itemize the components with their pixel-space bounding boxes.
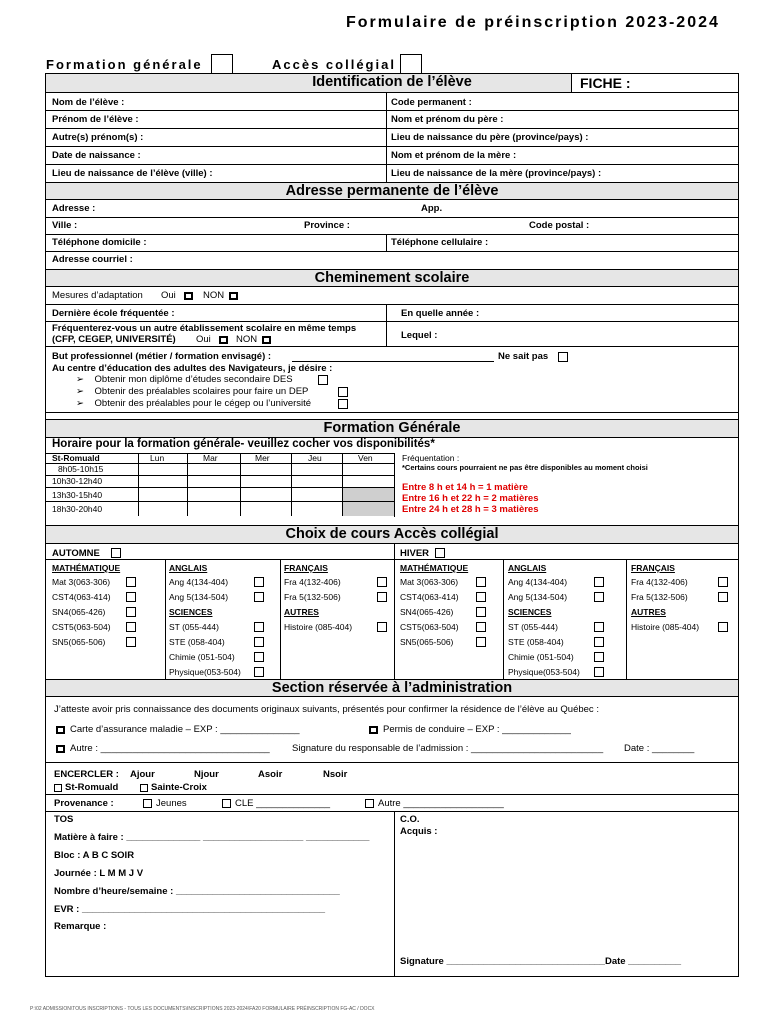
hiver-francais-header: FRANÇAIS	[631, 563, 675, 573]
admin-header	[46, 679, 738, 697]
day-jeu: Jeu	[308, 453, 322, 463]
frequenter-oui-checkbox[interactable]	[219, 336, 228, 344]
choix-cegep-label: Obtenir des préalables pour le cégep ou l’université	[94, 398, 312, 409]
hiver-anglais-checkbox[interactable]	[594, 592, 604, 602]
permis-checkbox[interactable]	[369, 726, 378, 734]
choix-des-label: Obtenir mon diplôme d’études secondaire DES	[94, 374, 293, 385]
annee-field[interactable]: En quelle année :	[401, 308, 480, 319]
hiver-sciences-header: SCIENCES	[508, 607, 552, 617]
preinscription-form	[45, 73, 739, 977]
nombre-heures-field[interactable]: Nombre d’heure/semaine : _______________________________	[54, 886, 340, 897]
acquis-field[interactable]: Acquis :	[400, 826, 438, 837]
mesures-adaptation-label: Mesures d’adaptation	[52, 290, 143, 301]
adresse-header	[46, 182, 738, 200]
hiver-math-item: CST4(063-414)	[400, 592, 459, 602]
automne-label: AUTOMNE	[52, 548, 100, 559]
day-ven: Ven	[358, 453, 373, 463]
option-formation-generale[interactable]	[46, 54, 233, 74]
frequenter-question: Fréquenterez-vous un autre établissement scolaire en même temps	[52, 323, 357, 334]
hiver-autres-item: Histoire (085-404)	[631, 622, 700, 632]
hiver-francais-checkbox[interactable]	[718, 592, 728, 602]
automne-autres-header: AUTRES	[284, 607, 319, 617]
adresse-field[interactable]: Adresse :	[52, 203, 96, 214]
automne-anglais-item: Ang 4(134-404)	[169, 577, 229, 587]
lieu-naissance-field[interactable]: Lieu de naissance de l’élève (ville) :	[52, 168, 213, 179]
acces-collegial-checkbox[interactable]	[400, 54, 422, 74]
cours-header-text: Choix de cours Accès collégial	[285, 526, 499, 542]
hiver-anglais-item: Ang 5(134-504)	[508, 592, 568, 602]
hiver-sciences-item: Chimie (051-504)	[508, 652, 574, 662]
schedule-unavailable-cell	[342, 487, 394, 501]
ne-sait-pas-checkbox[interactable]	[558, 352, 568, 362]
automne-anglais-item: Ang 5(134-504)	[169, 592, 229, 602]
frequentation-note: *Certains cours pourraient ne pas être disponibles au moment choisi	[402, 463, 648, 472]
cours-header	[46, 525, 738, 544]
automne-math-item: Mat 3(063-306)	[52, 577, 111, 587]
file-path-footer: P:\02 ADMISSION\TOUS INSCRIPTIONS - TOUS LES DOCUMENTS\INSCRIPTIONS 2023-2024\FA20 FORMULAIRE PRÉINSCRIPTION FG-AC / DOCX	[30, 1006, 375, 1012]
derniere-ecole-field[interactable]: Dernière école fréquentée :	[52, 308, 175, 319]
encercler-label: ENCERCLER :	[54, 769, 119, 780]
provenance-label: Provenance :	[54, 798, 114, 809]
hiver-anglais-checkbox[interactable]	[594, 577, 604, 587]
nom-pere-field[interactable]: Nom et prénom du père :	[391, 114, 504, 125]
formation-generale-label: Formation générale	[46, 56, 203, 72]
automne-math-item: SN4(065-426)	[52, 607, 106, 617]
automne-sciences-item: Chimie (051-504)	[169, 652, 235, 662]
automne-sciences-checkbox[interactable]	[254, 637, 264, 647]
atteste-text: J’atteste avoir pris connaissance des documents originaux suivants, présentés pour confirmer la résidence de l’élève au Québec :	[54, 704, 599, 715]
evr-field[interactable]: EVR : ______________________________________________	[54, 904, 326, 915]
hiver-sciences-checkbox[interactable]	[594, 667, 604, 677]
automne-math-checkbox[interactable]	[126, 592, 136, 602]
automne-autres-item: Histoire (085-404)	[284, 622, 353, 632]
hiver-sciences-item: STE (058-404)	[508, 637, 564, 647]
hiver-label: HIVER	[400, 548, 430, 559]
fiche-field[interactable]	[571, 74, 738, 92]
frequenter-non-checkbox[interactable]	[262, 336, 271, 344]
mesures-oui-label: Oui	[161, 290, 176, 301]
schedule-unavailable-cell	[342, 501, 394, 516]
day-lun: Lun	[150, 453, 165, 463]
time-slot: 18h30-20h40	[52, 504, 103, 514]
formation-header-text: Formation Générale	[323, 420, 461, 436]
hiver-francais-item: Fra 5(132-506)	[631, 592, 688, 602]
code-permanent-field[interactable]: Code permanent :	[391, 97, 472, 108]
choix-dep: ➢ Obtenir des préalables scolaires pour faire un DEP	[76, 386, 309, 397]
day-mer: Mer	[255, 453, 270, 463]
choix-cegep: ➢ Obtenir des préalables pour le cégep ou l’université	[76, 398, 312, 409]
automne-math-item: CST5(063-504)	[52, 622, 111, 632]
tos-label: TOS	[54, 814, 74, 825]
hiver-math-checkbox[interactable]	[476, 607, 486, 617]
hiver-francais-checkbox[interactable]	[718, 577, 728, 587]
hiver-sciences-checkbox[interactable]	[594, 652, 604, 662]
lequel-field[interactable]: Lequel :	[401, 330, 438, 341]
page-title: Formulaire de préinscription 2023-2024	[346, 14, 720, 31]
hiver-sciences-item: Physique(053-504)	[508, 667, 580, 677]
hiver-autres-header: AUTRES	[631, 607, 666, 617]
province-field[interactable]: Province :	[304, 220, 350, 231]
hiver-francais-item: Fra 4(132-406)	[631, 577, 688, 587]
choix-cegep-checkbox[interactable]	[338, 399, 348, 409]
automne-anglais-checkbox[interactable]	[254, 577, 264, 587]
hiver-checkbox[interactable]	[435, 548, 445, 558]
app-field[interactable]: App.	[421, 203, 443, 214]
hiver-math-item: Mat 3(063-306)	[400, 577, 459, 587]
automne-sciences-item: Physique(053-504)	[169, 667, 241, 677]
jeunes-label: Jeunes	[156, 798, 187, 809]
frequenter-non-label: NON	[236, 334, 258, 345]
time-slot: 10h30-12h40	[52, 476, 103, 486]
automne-sciences-checkbox[interactable]	[254, 667, 264, 677]
co-label: C.O.	[400, 814, 420, 825]
frequenter-types: (CFP, CEGEP, UNIVERSITÉ)	[52, 334, 176, 345]
njour-option[interactable]: Njour	[194, 769, 219, 780]
hiver-math-checkbox[interactable]	[476, 622, 486, 632]
rule-1: Entre 8 h et 14 h = 1 matière	[402, 482, 528, 493]
cheminement-header	[46, 269, 738, 287]
automne-anglais-checkbox[interactable]	[254, 592, 264, 602]
automne-francais-header: FRANÇAIS	[284, 563, 328, 573]
mesures-oui-checkbox[interactable]	[184, 292, 193, 300]
hiver-sciences-checkbox[interactable]	[594, 622, 604, 632]
automne-francais-checkbox[interactable]	[377, 592, 387, 602]
automne-anglais-header: ANGLAIS	[169, 563, 208, 573]
nom-eleve-field[interactable]: Nom de l’élève :	[52, 97, 125, 108]
hiver-math-checkbox[interactable]	[476, 637, 486, 647]
but-professionnel-line[interactable]	[292, 361, 494, 362]
autre-provenance-field[interactable]: Autre ___________________	[378, 798, 504, 809]
hiver-math-checkbox[interactable]	[476, 577, 486, 587]
autre-doc-checkbox[interactable]	[56, 745, 65, 753]
telephone-cellulaire-field[interactable]: Téléphone cellulaire :	[391, 237, 489, 248]
mesures-non-checkbox[interactable]	[229, 292, 238, 300]
option-acces-collegial[interactable]	[272, 54, 422, 74]
st-romuald-checkbox[interactable]	[54, 784, 62, 792]
carte-checkbox[interactable]	[56, 726, 65, 734]
time-slot: 13h30-15h40	[52, 490, 103, 500]
centre-label: Au centre d’éducation des adultes des Navigateurs, je désire :	[52, 363, 333, 374]
day-mar: Mar	[203, 453, 218, 463]
automne-francais-checkbox[interactable]	[377, 577, 387, 587]
acces-collegial-label: Accès collégial	[272, 56, 396, 72]
choix-des: ➢ Obtenir mon diplôme d’études secondaire DES	[76, 374, 293, 385]
choix-dep-checkbox[interactable]	[338, 387, 348, 397]
choix-des-checkbox[interactable]	[318, 375, 328, 385]
automne-checkbox[interactable]	[111, 548, 121, 558]
but-professionnel-label: But professionnel (métier / formation envisagé) :	[52, 351, 272, 362]
permis-field[interactable]: Permis de conduire – EXP : _____________	[383, 724, 571, 735]
autres-prenoms-field[interactable]: Autre(s) prénom(s) :	[52, 132, 144, 143]
hiver-anglais-header: ANGLAIS	[508, 563, 547, 573]
nom-mere-field[interactable]: Nom et prénom de la mère :	[391, 150, 517, 161]
automne-math-header: MATHÉMATIQUE	[52, 563, 121, 573]
matiere-field[interactable]: Matière à faire : ______________ ___________________ ____________	[54, 832, 370, 843]
prenom-eleve-field[interactable]: Prénom de l’élève :	[52, 114, 139, 125]
admin-header-text: Section réservée à l’administration	[271, 680, 513, 696]
automne-math-item: SN5(065-506)	[52, 637, 106, 647]
hiver-math-checkbox[interactable]	[476, 592, 486, 602]
sainte-croix-label: Sainte-Croix	[151, 782, 207, 793]
choix-dep-label: Obtenir des préalables scolaires pour faire un DEP	[94, 386, 309, 397]
fiche-label: FICHE :	[580, 75, 631, 91]
automne-francais-item: Fra 4(132-406)	[284, 577, 341, 587]
signature-date-field[interactable]: Signature ______________________________Date __________	[400, 956, 682, 967]
automne-sciences-item: STE (058-404)	[169, 637, 225, 647]
automne-autres-checkbox[interactable]	[377, 622, 387, 632]
hiver-sciences-checkbox[interactable]	[594, 637, 604, 647]
hiver-sciences-item: ST (055-444)	[508, 622, 558, 632]
lieu-mere-field[interactable]: Lieu de naissance de la mère (province/pays) :	[391, 168, 602, 179]
ne-sait-pas-label: Ne sait pas	[498, 351, 549, 362]
time-slot: 8h05-10h15	[58, 464, 104, 474]
autre-doc-field[interactable]: Autre : ________________________________	[70, 743, 270, 754]
cle-field[interactable]: CLE ______________	[235, 798, 331, 809]
automne-math-checkbox[interactable]	[126, 637, 136, 647]
date-admission-field[interactable]: Date : ________	[624, 743, 695, 754]
automne-math-checkbox[interactable]	[126, 577, 136, 587]
adresse-header-text: Adresse permanente de l’élève	[285, 183, 499, 199]
hiver-math-item: SN5(065-506)	[400, 637, 454, 647]
automne-sciences-item: ST (055-444)	[169, 622, 219, 632]
courriel-field[interactable]: Adresse courriel :	[52, 254, 133, 265]
automne-francais-item: Fra 5(132-506)	[284, 592, 341, 602]
frequentation-label: Fréquentation :	[402, 453, 460, 463]
rule-2: Entre 16 h et 22 h = 2 matières	[402, 493, 539, 504]
site-label: St-Romuald	[52, 453, 100, 463]
cheminement-header-text: Cheminement scolaire	[314, 270, 470, 286]
date-naissance-field[interactable]: Date de naissance :	[52, 150, 141, 161]
nsoir-option[interactable]: Nsoir	[323, 769, 348, 780]
automne-math-checkbox[interactable]	[126, 622, 136, 632]
asoir-option[interactable]: Asoir	[258, 769, 283, 780]
automne-math-item: CST4(063-414)	[52, 592, 111, 602]
ajour-option[interactable]: Ajour	[130, 769, 155, 780]
hiver-math-item: SN4(065-426)	[400, 607, 454, 617]
horaire-label: Horaire pour la formation générale- veuillez cocher vos disponibilités*	[52, 438, 435, 450]
formation-header	[46, 419, 738, 438]
lieu-pere-field[interactable]: Lieu de naissance du père (province/pays) :	[391, 132, 589, 143]
autre-provenance-checkbox[interactable]	[365, 799, 374, 808]
journee-field[interactable]: Journée : L M M J V	[54, 868, 144, 879]
hiver-math-header: MATHÉMATIQUE	[400, 563, 469, 573]
automne-sciences-checkbox[interactable]	[254, 652, 264, 662]
hiver-autres-checkbox[interactable]	[718, 622, 728, 632]
identification-header-text: Identification de l’élève	[312, 74, 472, 90]
st-romuald-label: St-Romuald	[65, 782, 119, 793]
jeunes-checkbox[interactable]	[143, 799, 152, 808]
hiver-anglais-item: Ang 4(134-404)	[508, 577, 568, 587]
telephone-domicile-field[interactable]: Téléphone domicile :	[52, 237, 147, 248]
carte-field[interactable]: Carte d’assurance maladie – EXP : _______________	[70, 724, 300, 735]
code-postal-field[interactable]: Code postal :	[529, 220, 590, 231]
frequenter-oui-label: Oui	[196, 334, 211, 345]
cle-checkbox[interactable]	[222, 799, 231, 808]
mesures-non-label: NON	[203, 290, 225, 301]
sainte-croix-checkbox[interactable]	[140, 784, 148, 792]
ville-field[interactable]: Ville :	[52, 220, 78, 231]
bloc-field[interactable]: Bloc : A B C SOIR	[54, 850, 135, 861]
rule-3: Entre 24 h et 28 h = 3 matières	[402, 504, 539, 515]
automne-sciences-header: SCIENCES	[169, 607, 213, 617]
automne-math-checkbox[interactable]	[126, 607, 136, 617]
remarque-field[interactable]: Remarque :	[54, 921, 107, 932]
automne-sciences-checkbox[interactable]	[254, 622, 264, 632]
signature-responsable-field[interactable]: Signature du responsable de l’admission : _________________________	[292, 743, 604, 754]
hiver-math-item: CST5(063-504)	[400, 622, 459, 632]
formation-generale-checkbox[interactable]	[211, 54, 233, 74]
